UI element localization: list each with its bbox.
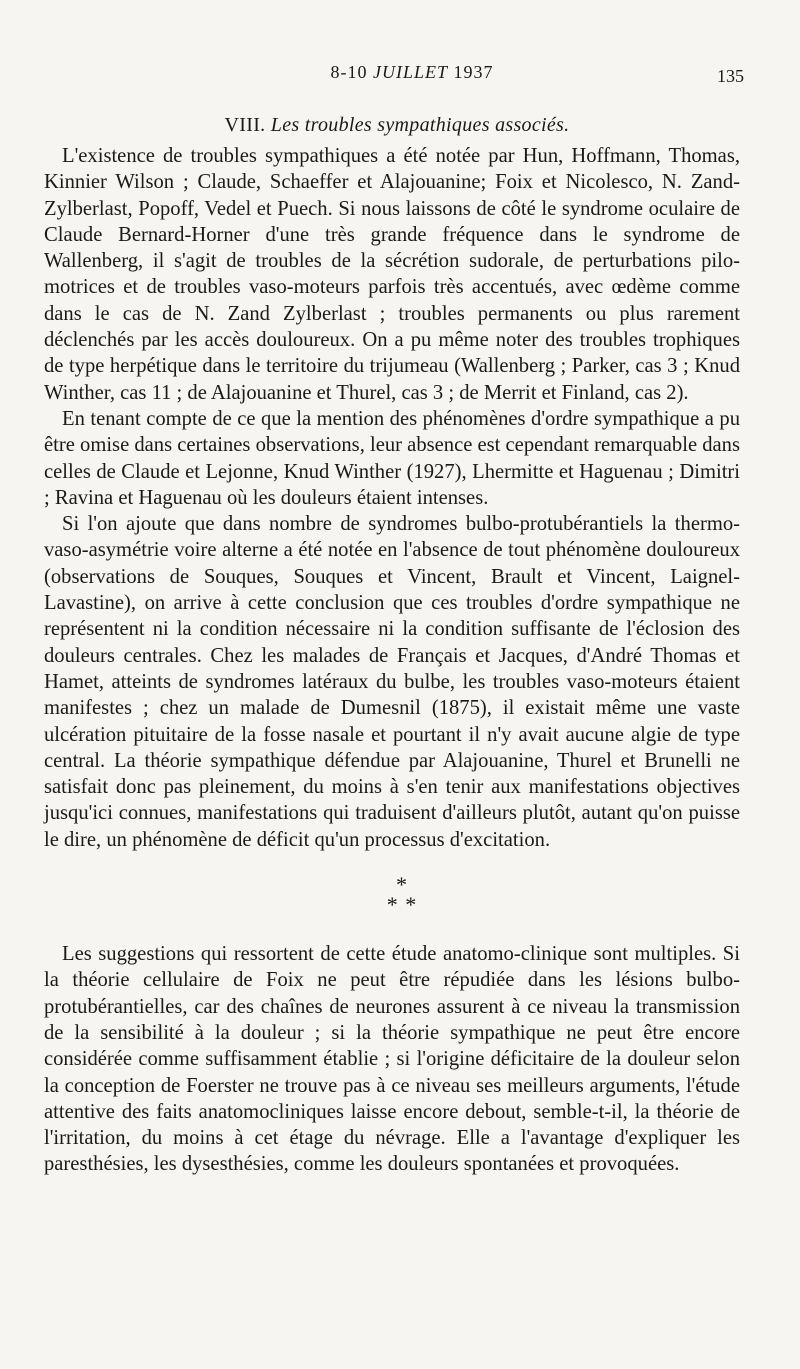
section-heading — [44, 114, 740, 137]
paragraph-sympathetic-disorders: L'existence de troubles sympathiques a été notée par Hun, Hoffmann, Thomas, Kinnier Wilson ; Claude, Schaeffer et Alajouanine; Foix et Nicolesco, N. Zand-Zylberlast, Popoff, Vedel et Puech. Si nous laissons de côté le syndrome oculaire de Claude Bernard-Horner d'une très grande fréquence dans le syndrome de Wallenberg, il s'agit de troubles de la sécrétion sudorale, de perturbations pilo-motrices et de troubles vaso-moteurs parfois très accentués, avec œdème comme dans le cas de N. Zand Zylberlast ; troubles permanents ou plus rarement déclenchés par les accès douloureux. On a pu même noter des troubles trophiques de type herpétique dans le territoire du trijumeau (Wallenberg ; Parker, cas 3 ; Knud Winther, cas 11 ; de Alajouanine et Thurel, cas 3 ; de Merrit et Finland, cas 2). — [44, 145, 740, 404]
page-number: 135 — [717, 66, 744, 86]
paragraph-omitted-observations: En tenant compte de ce que la mention des phénomènes d'ordre sympathique a pu être omise dans certaines observations, leur absence est cependant remarquable dans celles de Claude et Lejonne, Knud Winther (1927), Lhermitte et Haguenau ; Dimitri ; Ravina et Haguenau où les douleurs étaient intenses. — [44, 407, 740, 509]
header-date: 8-10 — [330, 62, 368, 82]
asterism-bottom: * * — [386, 892, 418, 918]
asterism-top: * — [396, 872, 408, 898]
section-number: VIII. — [224, 114, 266, 136]
running-header — [44, 58, 744, 92]
running-title — [44, 62, 740, 83]
paragraph-conclusions: Les suggestions qui ressortent de cette étude anatomo-clinique sont multiples. Si la théorie cellulaire de Foix ne peut être répudiée dans les lésions bulbo-protubérantielles, car des chaînes de neurones assurent à ce niveau la transmission de la sensibilité à la douleur ; si la théorie sympathique ne peut être encore considérée comme suffisamment établie ; si l'origine déficitaire de la douleur selon la conception de Foerster ne trouve pas à ce niveau ses meilleurs arguments, l'étude attentive des faits anatomocliniques laisse encore debout, semble-t-il, la théorie de l'irritation, du moins à cet étage du névrage. Elle a l'avantage d'expliquer les paresthésies, les dysesthésies, comme les douleurs spontanées et provoquées. — [44, 943, 740, 1176]
header-year: 1937 — [453, 62, 494, 82]
section-title: Les troubles sympathiques associés. — [270, 114, 570, 136]
document-page — [44, 58, 744, 1178]
paragraph-sympathetic-theory: Si l'on ajoute que dans nombre de syndromes bulbo-protubérantiels la thermo-vaso-asymétrie voire alterne a été notée en l'absence de tout phénomène douloureux (observations de Souques, Souques et Vincent, Brault et Vincent, Laignel-Lavastine), on arrive à cette conclusion que ces troubles d'ordre sympathique ne représentent ni la condition nécessaire ni la condition suffisante de l'éclosion des douleurs centrales. Chez les malades de Français et Jacques, d'André Thomas et Hamet, atteints de syndromes latéraux du bulbe, les troubles vaso-moteurs étaient manifestes ; chez un malade de Dumesnil (1875), il existait même une vaste ulcération pituitaire de la fosse nasale et pourtant il n'y avait aucune algie de type central. La théorie sympathique défendue par Alajouanine, Thurel et Brunelli ne satisfait donc pas pleinement, du moins à s'en tenir aux manifestations objectives jusqu'ici connues, manifestations qui traduisent d'ailleurs plutôt, autant qu'on puisse le dire, un phénomène de déficit qu'un processus d'excitation. — [44, 513, 740, 851]
header-month: JUILLET — [372, 62, 448, 82]
asterism-separator — [44, 872, 740, 918]
